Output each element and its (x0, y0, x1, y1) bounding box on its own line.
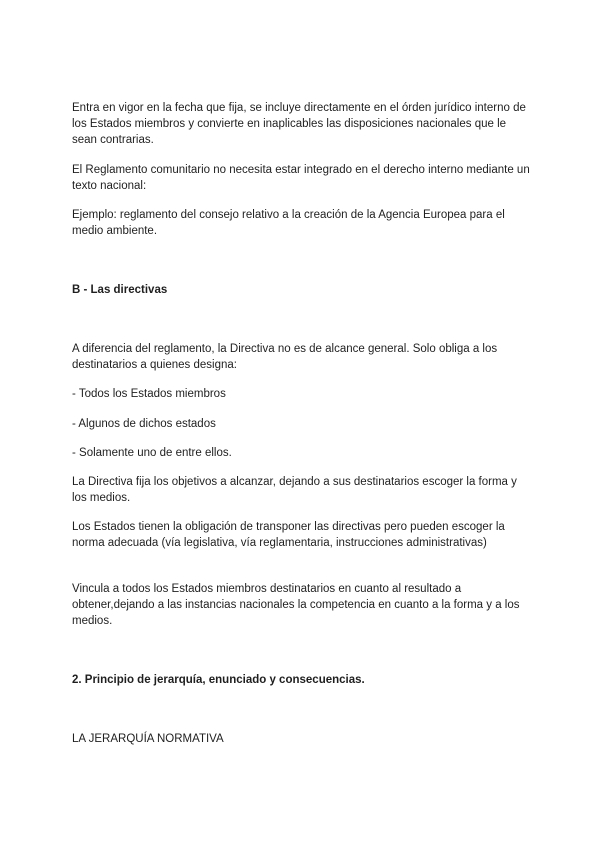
paragraph-example: Ejemplo: reglamento del consejo relativo a la creación de la Agencia Europea para el medio ambiente. (72, 209, 505, 237)
paragraph-directiva-intro: A diferencia del reglamento, la Directiva no es de alcance general. Solo obliga a los destinatarios a quienes designa: (72, 343, 498, 371)
list-item: - Algunos de dichos estados (72, 418, 216, 430)
list-item: - Todos los Estados miembros (72, 388, 226, 400)
subheading-jerarquia-normativa: LA JERARQUÍA NORMATIVA (72, 733, 224, 745)
paragraph-directiva-objectives: La Directiva fija los objetivos a alcanzar, dejando a sus destinatarios escoger la forma y los medios. (72, 476, 517, 504)
paragraph-regulation-national-text: El Reglamento comunitario no necesita estar integrado en el derecho interno mediante un texto nacional: (72, 164, 530, 192)
paragraph-binding-result: Vincula a todos los Estados miembros destinatarios en cuanto al resultado a obtener,dejando a las instancias nacionales la competencia en cuanto a la forma y a los medios. (72, 583, 520, 627)
section-heading-directivas: B - Las directivas (72, 284, 168, 296)
section-heading-jerarquia: 2. Principio de jerarquía, enunciado y consecuencias. (72, 674, 365, 686)
paragraph-entry-into-force: Entra en vigor en la fecha que fija, se incluye directamente en el órden jurídico interno de los Estados miembros y convierte en inaplicables las disposiciones nacionales que le sean contrarias. (72, 102, 526, 146)
paragraph-transposition: Los Estados tienen la obligación de transponer las directivas pero pueden escoger la norma adecuada (vía legislativa, vía reglamentaria, instrucciones administrativas) (72, 521, 505, 549)
list-item: - Solamente uno de entre ellos. (72, 447, 232, 459)
